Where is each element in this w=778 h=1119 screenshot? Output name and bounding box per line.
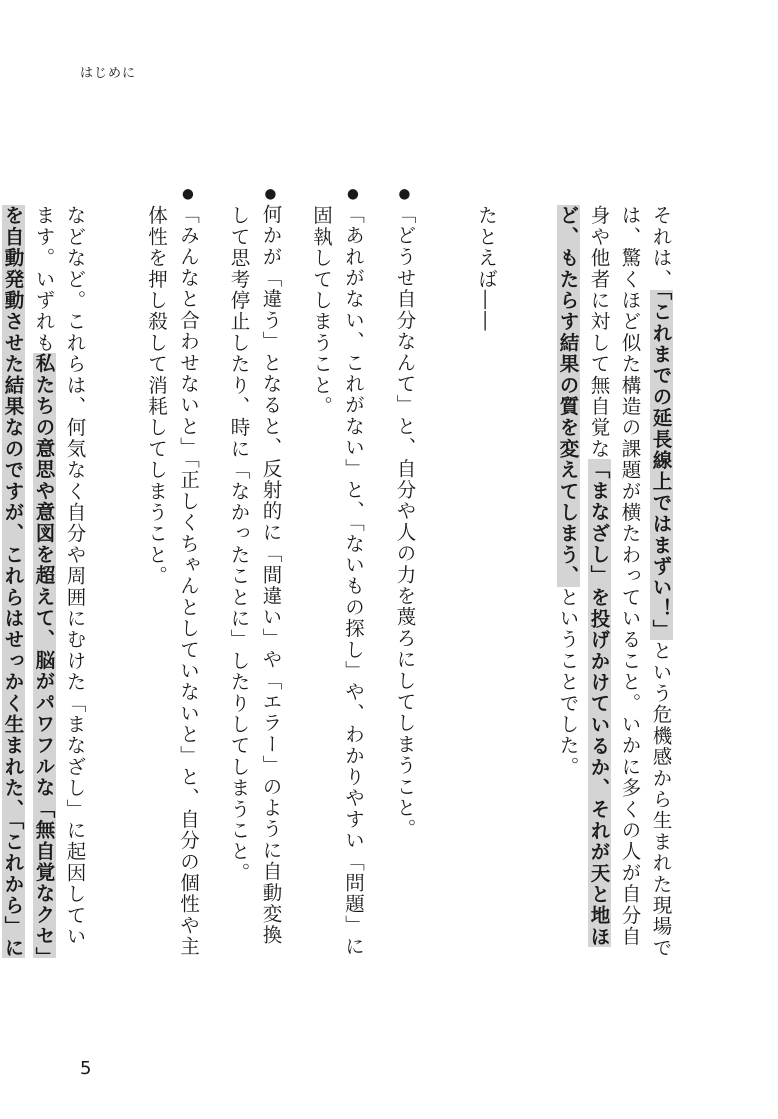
paragraph-2: たとえば―― [475,205,498,333]
p1-highlight-3: を投げかけているか、それが天と地ほど、もたらす結果の質を変えてしまう、 [556,205,611,948]
bullet-item [141,205,224,965]
p1-text-a: それは、 [649,205,673,290]
running-head: はじめに [80,66,137,81]
paragraph-3 [0,205,110,965]
p1-highlight-2: 「まなざし」 [587,459,611,587]
bullet-text: 「あれがない、これがない」と、「ないもの探し」や、わかりやすい「問題」に固執してしまうこと。 [310,203,365,957]
p3-highlight: 私たちの意思や意図を超えて、脳がパワフルな「無自覚なクセ」を自動発動させた結果なのですが、これらはせっかく生まれた、「これから」に [0,205,56,958]
bullet-icon [394,186,417,204]
blank-line [440,205,471,965]
bullet-item [224,205,307,965]
blank-line [110,205,141,965]
blank-line [522,205,553,965]
bullet-icon [260,186,283,204]
bullet-icon [177,186,200,204]
bullet-item [306,205,389,965]
p1-highlight-1: 「これまでの延長線上ではまずい！」 [649,289,673,641]
p1-text-c: という危機感から生まれた現場では、驚くほど似た構造の課題が横たわっていること。いかに多くの人が自分自身や他者に対して無自覚な [587,205,673,959]
bullet-text: 何かが「違う」となると、反射的に「間違い」や「エラー」のように自動変換して思考停止したり、時に「なかったことに」したりしてしまうこと。 [227,203,283,946]
paragraph-1 [553,205,697,965]
page-number: 5 [80,1058,92,1079]
bullet-text: 「どうせ自分なんて」と、自分や人の力を蔑ろにしてしまうこと。 [393,203,417,840]
bullet-icon [342,186,365,204]
p1-text-f: ということでした。 [556,586,580,778]
bullet-text: 「みんなと合わせないと」「正しくちゃんとしていないと」と、自分の個性や主体性を押し殺して消耗してしまうこと。 [145,203,200,957]
p3-text-a: などなど。これらは、何気なく自分や周囲にむけた「まなざし」に起因しています。いずれも [32,205,87,947]
bullet-item [389,205,441,965]
body-text [1,203,696,965]
